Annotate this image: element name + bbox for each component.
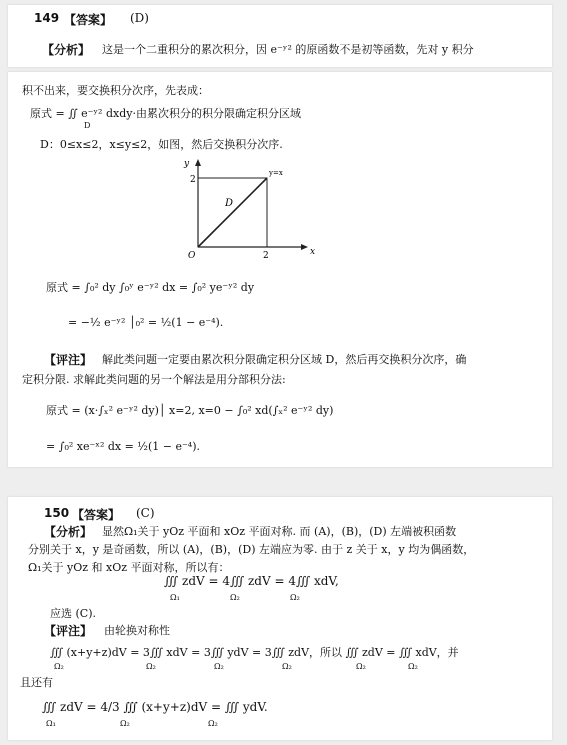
- equation-subscript: Ω₂: [356, 662, 366, 671]
- equation-subscript: Ω₂: [230, 593, 240, 602]
- analysis-text: 显然Ω₁关于 yOz 平面和 xOz 平面对称. 而 (A)，(B)，(D) 左端被积函数: [102, 525, 457, 538]
- equation-subscript: Ω₂: [214, 662, 224, 671]
- answer-tag: 【答案】: [64, 13, 113, 27]
- formula-subscript: D: [84, 121, 91, 130]
- card-q149-header: [8, 5, 552, 67]
- formula-line: = −½ e⁻ʸ² │₀² = ½(1 − e⁻⁴).: [68, 316, 224, 329]
- analysis-tag: 【分析】: [42, 43, 91, 57]
- figure-line-label: y=x: [269, 169, 283, 177]
- text-line: 分别关于 x，y 是奇函数，所以 (A)，(B)，(D) 左端应为零. 由于 z 关于 x，y 均为偶函数，: [28, 543, 475, 556]
- card-q150: [8, 497, 552, 740]
- text-line: 积不出来，要交换积分次序，先表成：: [22, 84, 209, 97]
- equation-subscript: Ω₂: [290, 593, 300, 602]
- analysis-tag: 【分析】: [44, 525, 93, 539]
- answer-value: (C): [136, 506, 155, 520]
- equation: ∭ zdV = 4/3 ∭ (x+y+z)dV = ∭ ydV.: [42, 700, 268, 714]
- answer-value: (D): [130, 11, 149, 25]
- analysis-text: 这是一个二重积分的累次积分，因 e⁻ʸ² 的原函数不是初等函数，先对 y 积分: [102, 43, 474, 56]
- equation-subscript: Ω₂: [408, 662, 418, 671]
- figure-y-label: y: [184, 159, 190, 169]
- equation-subscript: Ω₂: [54, 662, 64, 671]
- text-line: 且还有: [20, 676, 53, 689]
- formula-line: = ∫₀² xe⁻ˣ² dx = ½(1 − e⁻⁴).: [46, 440, 200, 453]
- comment-tag: 【评注】: [44, 624, 93, 638]
- comment-text: 定积分限. 求解此类问题的另一个解法是用分部积分法:: [22, 373, 286, 386]
- equation-subscript: Ω₁: [170, 593, 180, 602]
- equation: ∭ zdV = 4∭ zdV = 4∭ xdV,: [164, 574, 339, 588]
- figure-tick-y: 2: [190, 175, 196, 185]
- equation-subscript: Ω₂: [282, 662, 292, 671]
- domain-line: D：0≤x≤2，x≤y≤2，如图，然后交换积分次序.: [40, 138, 283, 151]
- comment-text: 由轮换对称性: [104, 624, 170, 637]
- region-figure: [176, 156, 336, 276]
- text-line: 应选 (C).: [50, 607, 96, 620]
- equation: ∭ (x+y+z)dV = 3∭ xdV = 3∭ ydV = 3∭ zdV，所以 ∭ zdV = ∭ xdV，并: [50, 646, 459, 659]
- figure-region-label: D: [225, 198, 234, 209]
- figure-origin-label: O: [188, 251, 196, 261]
- answer-tag: 【答案】: [72, 508, 121, 522]
- figure-tick-x: 2: [263, 251, 269, 261]
- formula-line: 原式 = ∬ e⁻ʸ² dxdy·由累次积分的积分限确定积分区域: [30, 107, 301, 120]
- equation-subscript: Ω₂: [120, 719, 130, 728]
- formula-line: 原式 = ∫₀² dy ∫₀ʸ e⁻ʸ² dx = ∫₀² ye⁻ʸ² dy: [46, 281, 255, 294]
- question-number: 150: [44, 506, 70, 520]
- equation-subscript: Ω₂: [146, 662, 156, 671]
- equation-subscript: Ω₁: [46, 719, 56, 728]
- formula-line: 原式 = (x·∫ₓ² e⁻ʸ² dy)│ x=2, x=0 − ∫₀² xd(∫ₓ² e⁻ʸ² dy): [46, 404, 334, 417]
- comment-text: 解此类问题一定要由累次积分限确定积分区域 D，然后再交换积分次序，确: [102, 353, 467, 366]
- text-line: Ω₁关于 yOz 和 xOz 平面对称，所以有：: [28, 561, 230, 574]
- card-q149-solution: [8, 72, 552, 467]
- question-number: 149: [34, 11, 60, 25]
- equation-subscript: Ω₂: [208, 719, 218, 728]
- comment-tag: 【评注】: [44, 353, 93, 367]
- figure-x-label: x: [310, 247, 316, 257]
